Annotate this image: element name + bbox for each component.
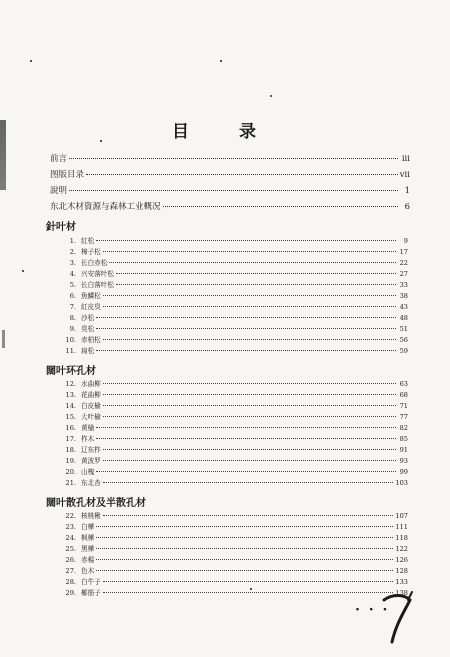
leader-dots bbox=[103, 482, 394, 483]
leader-dots bbox=[103, 460, 396, 461]
item-number: 15. bbox=[65, 413, 76, 421]
item-number: 24. bbox=[65, 534, 76, 542]
item-page: 118 bbox=[395, 534, 408, 542]
toc-item bbox=[60, 411, 408, 422]
item-name: 白皮榆 bbox=[81, 402, 101, 410]
leader-dots bbox=[103, 581, 394, 582]
item-name: 兴安落叶松 bbox=[81, 270, 114, 278]
leader-dots bbox=[103, 592, 394, 593]
toc-item bbox=[60, 565, 408, 576]
toc-item bbox=[60, 532, 408, 543]
item-name: 山槐 bbox=[81, 468, 95, 476]
item-page: 17 bbox=[399, 248, 408, 256]
item-name: 黑樺 bbox=[81, 545, 95, 553]
toc-entry bbox=[50, 168, 410, 182]
leader-dots bbox=[69, 158, 398, 159]
toc-item bbox=[60, 455, 408, 466]
item-number: 18. bbox=[65, 446, 76, 454]
leader-dots bbox=[103, 339, 396, 340]
toc-item bbox=[60, 257, 408, 268]
item-number: 26. bbox=[65, 556, 76, 564]
entry-page: iii bbox=[401, 154, 410, 164]
item-name: 花曲柳 bbox=[81, 391, 101, 399]
item-name: 黄波罗 bbox=[81, 457, 101, 465]
item-number: 9. bbox=[69, 325, 76, 333]
leader-dots bbox=[96, 350, 396, 351]
leader-dots bbox=[103, 405, 396, 406]
toc-item bbox=[60, 576, 408, 587]
toc-item bbox=[60, 279, 408, 290]
item-name: 东北杏 bbox=[81, 479, 101, 487]
toc-item bbox=[60, 345, 408, 356]
item-number: 19. bbox=[65, 457, 76, 465]
item-number: 20. bbox=[65, 468, 76, 476]
item-name: 臭松 bbox=[81, 325, 95, 333]
item-number: 2. bbox=[69, 248, 76, 256]
toc-item bbox=[60, 378, 408, 389]
entry-label: 东北木材資源与森林工业概况 bbox=[50, 202, 161, 212]
item-number: 12. bbox=[65, 380, 76, 388]
item-number: 8. bbox=[69, 314, 76, 322]
leader-dots bbox=[116, 284, 396, 285]
item-page: 128 bbox=[395, 567, 408, 575]
item-page: 33 bbox=[399, 281, 408, 289]
item-page: 138 bbox=[395, 589, 408, 597]
toc-item bbox=[60, 521, 408, 532]
item-name: 长白落叶松 bbox=[81, 281, 114, 289]
leader-dots bbox=[96, 570, 393, 571]
item-number: 5. bbox=[69, 281, 76, 289]
entry-page: vii bbox=[399, 170, 410, 180]
leader-dots bbox=[163, 206, 398, 207]
scan-speck bbox=[220, 60, 222, 62]
item-page: 59 bbox=[399, 347, 408, 355]
item-name: 樟子松 bbox=[81, 248, 101, 256]
item-page: 51 bbox=[399, 325, 408, 333]
toc-item bbox=[60, 400, 408, 411]
toc-item bbox=[60, 444, 408, 455]
item-name: 色木 bbox=[81, 567, 95, 575]
item-number: 10. bbox=[65, 336, 76, 344]
item-page: 43 bbox=[399, 303, 408, 311]
item-name: 枫樺 bbox=[81, 534, 95, 542]
item-number: 25. bbox=[65, 545, 76, 553]
section-heading: 闊叶散孔材及半散孔材 bbox=[46, 498, 146, 509]
toc-item bbox=[60, 433, 408, 444]
scan-speck bbox=[22, 270, 24, 272]
item-number: 21. bbox=[65, 479, 76, 487]
item-page: 107 bbox=[395, 512, 408, 520]
toc-item bbox=[60, 312, 408, 323]
item-number: 4. bbox=[69, 270, 76, 278]
item-number: 11. bbox=[65, 347, 76, 355]
item-name: 紅皮臭 bbox=[81, 303, 101, 311]
leader-dots bbox=[96, 471, 396, 472]
leader-dots bbox=[96, 537, 393, 538]
entry-label: 图版目录 bbox=[50, 170, 85, 180]
item-name: 魚鱗松 bbox=[81, 292, 101, 300]
leader-dots bbox=[109, 262, 396, 263]
item-page: 68 bbox=[399, 391, 408, 399]
item-name: 扁松 bbox=[81, 347, 95, 355]
footer-dots: · · · bbox=[355, 602, 390, 618]
leader-dots bbox=[116, 273, 396, 274]
item-page: 71 bbox=[399, 402, 408, 410]
item-number: 6. bbox=[69, 292, 76, 300]
toc-item bbox=[60, 334, 408, 345]
item-page: 82 bbox=[399, 424, 408, 432]
item-number: 23. bbox=[65, 523, 76, 531]
toc-item bbox=[60, 323, 408, 334]
item-page: 56 bbox=[399, 336, 408, 344]
toc-item bbox=[60, 246, 408, 257]
section-heading: 針叶材 bbox=[46, 222, 76, 233]
item-number: 17. bbox=[65, 435, 76, 443]
item-name: 白牛子 bbox=[81, 578, 101, 586]
entry-label: 說明 bbox=[50, 186, 68, 196]
toc-entry bbox=[50, 152, 410, 166]
item-name: 大叶榆 bbox=[81, 413, 101, 421]
item-page: 27 bbox=[399, 270, 408, 278]
item-name: 长白赤松 bbox=[81, 259, 108, 267]
scan-speck bbox=[100, 140, 102, 142]
section-heading: 闊叶环孔材 bbox=[46, 366, 96, 377]
leader-dots bbox=[103, 394, 396, 395]
item-number: 16. bbox=[65, 424, 76, 432]
leader-dots bbox=[96, 240, 396, 241]
leader-dots bbox=[103, 295, 396, 296]
leader-dots bbox=[103, 449, 396, 450]
item-name: 辽东柞 bbox=[81, 446, 101, 454]
item-number: 29. bbox=[65, 589, 76, 597]
toc-item bbox=[60, 389, 408, 400]
item-page: 126 bbox=[395, 556, 408, 564]
leader-dots bbox=[96, 427, 396, 428]
leader-dots bbox=[103, 306, 396, 307]
toc-item bbox=[60, 466, 408, 477]
item-number: 3. bbox=[69, 259, 76, 267]
item-name: 沙松 bbox=[81, 314, 95, 322]
item-name: 黄榆 bbox=[81, 424, 95, 432]
leader-dots bbox=[96, 328, 396, 329]
item-number: 27. bbox=[65, 567, 76, 575]
item-page: 38 bbox=[399, 292, 408, 300]
toc-item bbox=[60, 268, 408, 279]
leader-dots bbox=[96, 317, 396, 318]
toc-item bbox=[60, 543, 408, 554]
scan-edge-mark bbox=[2, 330, 5, 348]
item-page: 9 bbox=[403, 237, 408, 245]
scan-speck bbox=[270, 95, 272, 97]
leader-dots bbox=[103, 383, 396, 384]
toc-item bbox=[60, 290, 408, 301]
toc-item bbox=[60, 422, 408, 433]
item-page: 63 bbox=[399, 380, 408, 388]
handwritten-mark-icon bbox=[378, 588, 418, 648]
leader-dots bbox=[69, 190, 398, 191]
leader-dots bbox=[96, 438, 396, 439]
item-name: 赤柏松 bbox=[81, 336, 101, 344]
toc-entry bbox=[50, 184, 410, 198]
item-number: 13. bbox=[65, 391, 76, 399]
leader-dots bbox=[96, 526, 393, 527]
page-title: 目 录 bbox=[172, 122, 278, 142]
toc-entry bbox=[50, 200, 410, 214]
toc-item bbox=[60, 554, 408, 565]
item-number: 22. bbox=[65, 512, 76, 520]
item-page: 99 bbox=[399, 468, 408, 476]
entry-page: 6 bbox=[404, 202, 410, 212]
entry-page: 1 bbox=[404, 186, 410, 196]
leader-dots bbox=[96, 559, 393, 560]
item-page: 22 bbox=[399, 259, 408, 267]
leader-dots bbox=[103, 251, 396, 252]
item-page: 85 bbox=[399, 435, 408, 443]
scan-speck bbox=[30, 60, 32, 62]
item-number: 1. bbox=[69, 237, 76, 245]
item-page: 48 bbox=[399, 314, 408, 322]
leader-dots bbox=[103, 515, 394, 516]
toc-item bbox=[60, 587, 408, 598]
item-page: 91 bbox=[399, 446, 408, 454]
toc-item bbox=[60, 477, 408, 488]
leader-dots bbox=[86, 174, 398, 175]
item-number: 7. bbox=[69, 303, 76, 311]
item-number: 28. bbox=[65, 578, 76, 586]
item-name: 水曲柳 bbox=[81, 380, 101, 388]
toc-item bbox=[60, 301, 408, 312]
item-page: 93 bbox=[399, 457, 408, 465]
leader-dots bbox=[103, 416, 396, 417]
item-page: 133 bbox=[395, 578, 408, 586]
item-page: 103 bbox=[395, 479, 408, 487]
item-page: 111 bbox=[395, 523, 408, 531]
item-name: 核桃楸 bbox=[81, 512, 101, 520]
item-page: 122 bbox=[395, 545, 408, 553]
item-name: 柞木 bbox=[81, 435, 95, 443]
scan-edge-mark bbox=[0, 120, 6, 190]
leader-dots bbox=[96, 548, 393, 549]
item-name: 椰筋子 bbox=[81, 589, 101, 597]
entry-label: 前言 bbox=[50, 154, 68, 164]
item-number: 14. bbox=[65, 402, 76, 410]
toc-item bbox=[60, 235, 408, 246]
item-page: 77 bbox=[399, 413, 408, 421]
item-name: 白樺 bbox=[81, 523, 95, 531]
item-name: 紅松 bbox=[81, 237, 95, 245]
item-name: 赤楊 bbox=[81, 556, 95, 564]
toc-item bbox=[60, 510, 408, 521]
